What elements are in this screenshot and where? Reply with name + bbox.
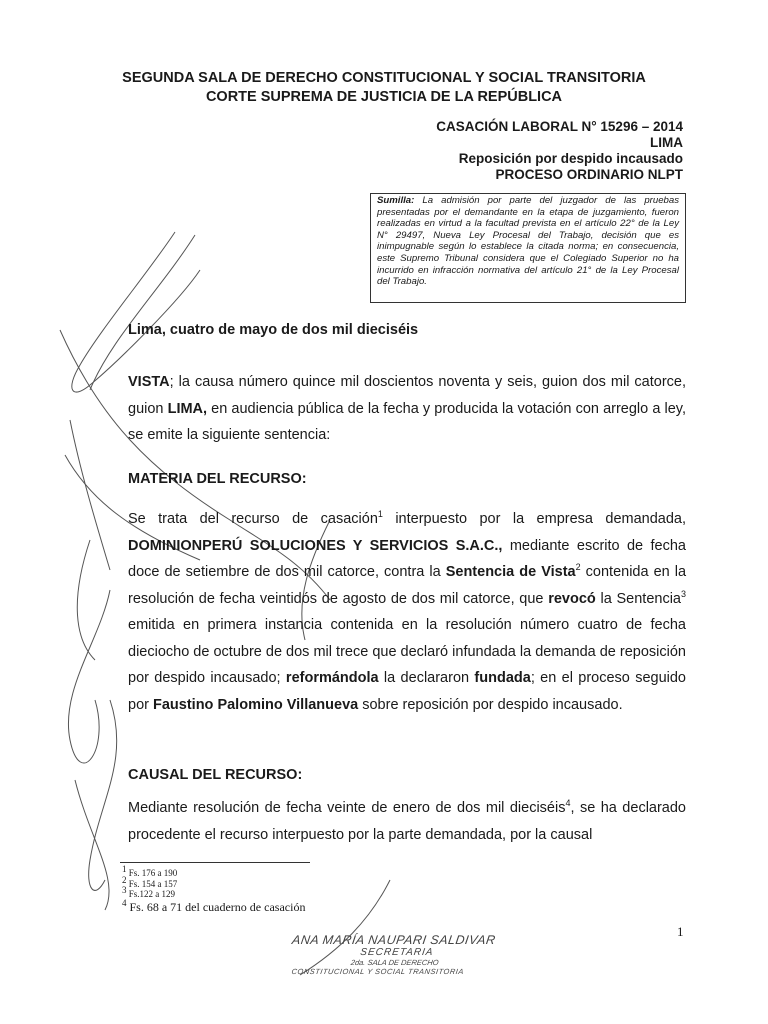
footnote-3: [122, 885, 305, 900]
vista-bold: VISTA: [128, 374, 170, 390]
court-name-title: CORTE SUPREMA DE JUSTICIA DE LA REPÚBLICA: [205, 89, 563, 105]
vista-city-bold: LIMA,: [167, 400, 208, 417]
materia-text-4: contenida en la resolución de fecha veintidós de agosto de dos mil catorce, que: [128, 564, 687, 607]
footnote-ref-1: 1: [377, 509, 383, 520]
vista-paragraph: [128, 369, 686, 449]
date-line: Lima, cuatro de mayo de dos mil dieciséis: [128, 322, 419, 338]
materia-text-6: emitida en primera instancia contenida en la resolución número cuatro de fecha dieciocho de octubre de dos mil trece que declaró infundada la demanda de reposición por despido incausado;: [128, 617, 686, 686]
footnote-2: [122, 874, 305, 890]
case-number: CASACIÓN LABORAL N° 15296 – 2014: [436, 119, 683, 134]
page-number: 1: [677, 924, 684, 939]
section-heading-causal: CAUSAL DEL RECURSO:: [128, 767, 303, 783]
stamp-chamber: 2da. SALA DE DERECHO: [350, 958, 440, 967]
revoco-bold: revocó: [548, 590, 596, 607]
materia-text-8: ; en el proceso seguido por: [128, 670, 686, 713]
sentencia-vista-bold: Sentencia de Vista: [445, 564, 576, 580]
stamp-name: ANA MARÍA NAUPARI SALDIVAR: [291, 933, 497, 947]
case-process: PROCESO ORDINARIO NLPT: [495, 167, 683, 182]
footnote-2-number: 2: [122, 874, 127, 885]
vista-text-1: ; la causa número quince mil doscientos noventa y seis, guion dos mil catorce, guion: [128, 374, 686, 417]
reformandola-bold: reformándola: [285, 670, 379, 686]
section-heading-materia: MATERIA DEL RECURSO:: [128, 471, 307, 487]
materia-paragraph: [128, 506, 686, 718]
footnote-3-text: Fs.122 a 129: [126, 889, 176, 899]
footnote-ref-3: 3: [680, 588, 686, 599]
court-chamber-title: SEGUNDA SALA DE DERECHO CONSTITUCIONAL Y SOCIAL TRANSITORIA: [122, 70, 646, 86]
stamp-chamber-type: CONSTITUCIONAL Y SOCIAL TRANSITORIA: [290, 967, 465, 976]
footnote-ref-4: 4: [565, 798, 571, 809]
secretary-stamp: [287, 933, 497, 976]
materia-text-7: la declararon: [378, 670, 475, 686]
materia-text-3: mediante escrito de fecha doce de setiembre de dos mil catorce, contra la: [128, 537, 686, 580]
footnote-ref-2: 2: [575, 562, 581, 573]
causal-paragraph: [128, 795, 686, 848]
footnote-3-number: 3: [122, 885, 127, 895]
causal-text-2: , se ha declarado procedente el recurso interpuesto por la parte demandada, por la causal: [128, 800, 686, 843]
causal-text-1: Mediante resolución de fecha veinte de enero de dos mil dieciséis: [128, 800, 566, 816]
footnote-separator: [120, 862, 310, 863]
sumilla-label: Sumilla:: [377, 195, 415, 206]
materia-text-5: la Sentencia: [595, 590, 681, 607]
company-name-bold: DOMINIONPERÚ SOLUCIONES Y SERVICIOS S.A.C.,: [128, 537, 503, 554]
fundada-bold: fundada: [474, 670, 531, 686]
footnote-4: [122, 897, 306, 914]
footnote-1: [122, 864, 305, 879]
materia-text-9: sobre reposición por despido incausado.: [358, 696, 623, 713]
footnote-1-number: 1: [122, 864, 127, 874]
case-subject: Reposición por despido incausado: [458, 151, 683, 166]
sumilla-box: [370, 193, 686, 303]
plaintiff-name-bold: Faustino Palomino Villanueva: [153, 696, 359, 713]
case-city: LIMA: [650, 135, 683, 150]
stamp-role: SECRETARIA: [359, 947, 435, 958]
materia-text-2: interpuesto por la empresa demandada,: [382, 511, 686, 527]
sumilla-text: La admisión por parte del juzgador de las pruebas presentadas por el demandante en la etapa de juzgamiento, fueron realizadas en virtud a la facultad prevista en el artículo 22° de la Ley N° 29497, Nueva Ley Procesal del Trabajo, decisión que es inimpugnable según lo establece la citada norma; en consecuencia, este Supremo Tribunal considera que el Colegiado Superior no ha incurrido en infracción normativa del artículo 21° de la Ley Procesal del Trabajo.: [377, 195, 679, 288]
footnote-1-text: Fs. 176 a 190: [126, 868, 178, 878]
footnotes: [122, 864, 306, 914]
materia-text-1: Se trata del recurso de casación: [128, 511, 378, 527]
footnote-4-text: Fs. 68 a 71 del cuaderno de casación: [126, 899, 306, 914]
footnote-4-number: 4: [122, 897, 127, 908]
vista-text-2: en audiencia pública de la fecha y producida la votación con arreglo a ley, se emite la siguiente sentencia:: [128, 400, 686, 443]
footnote-2-text: Fs. 154 a 157: [126, 878, 178, 889]
